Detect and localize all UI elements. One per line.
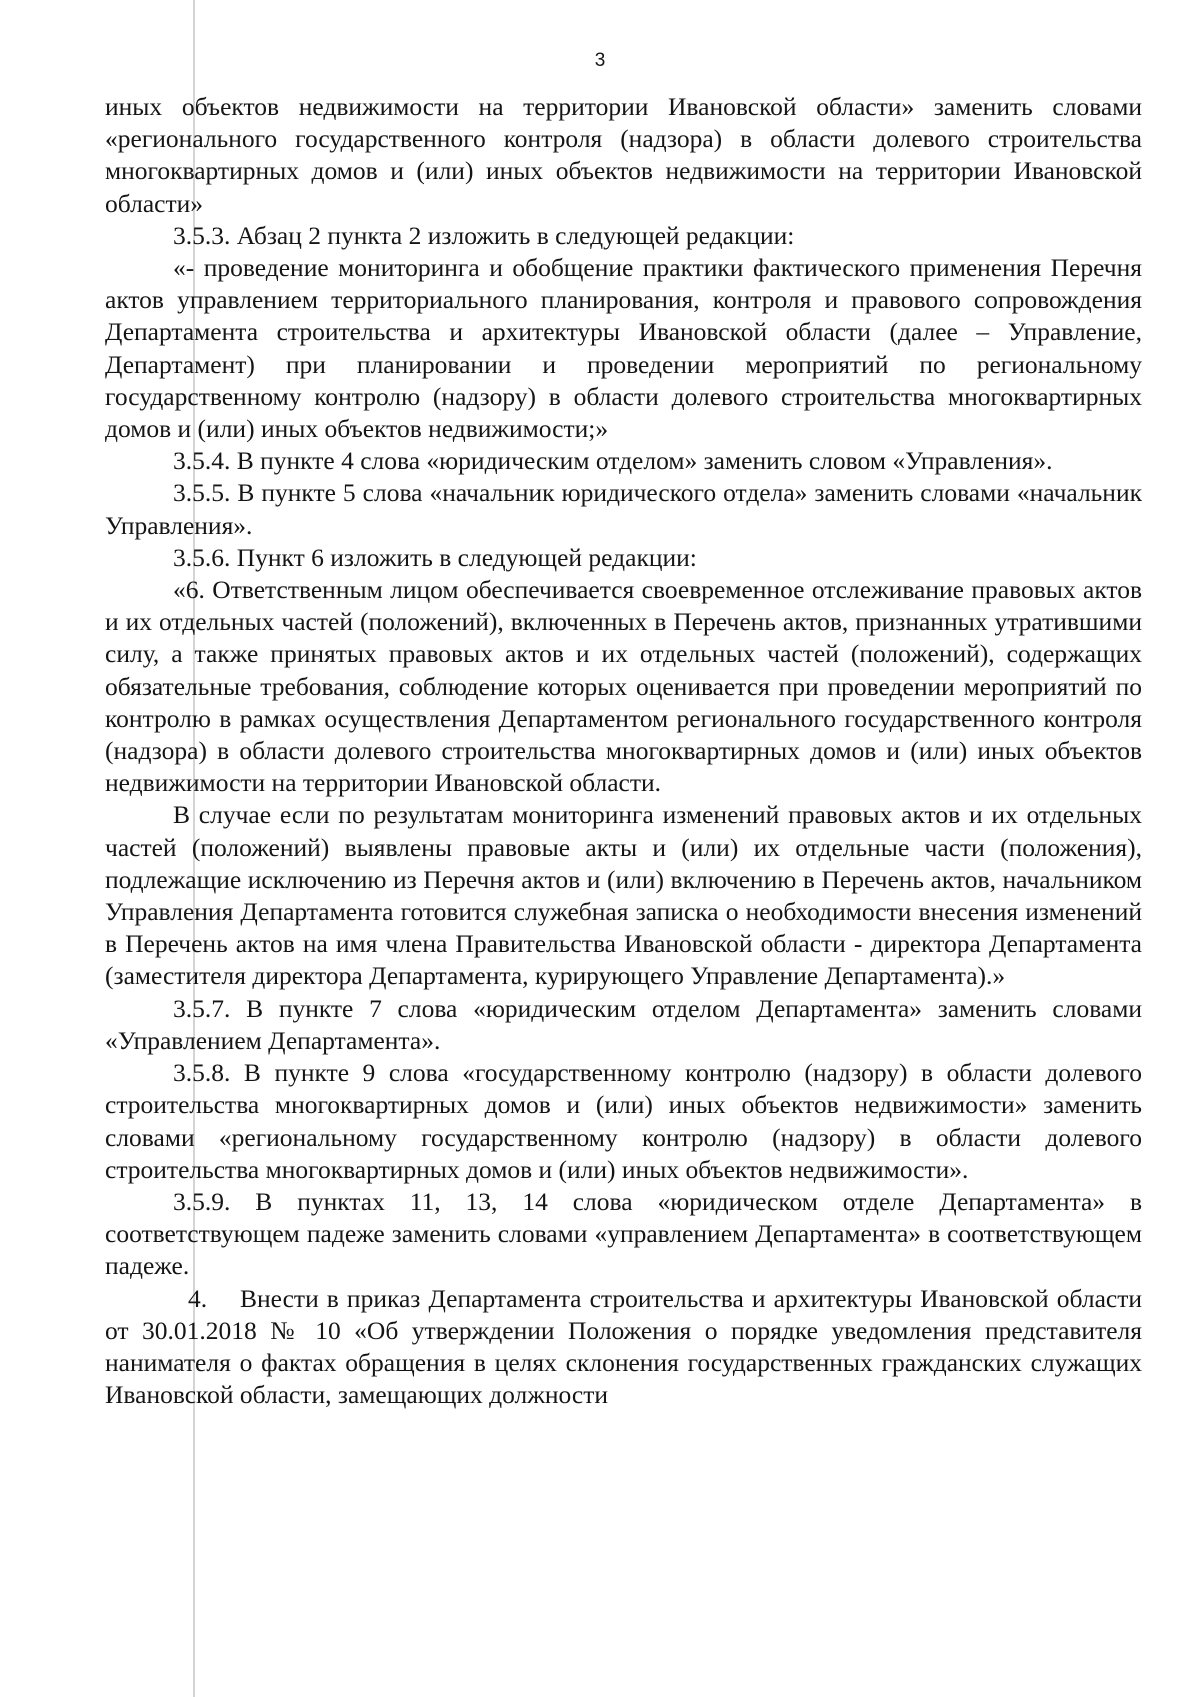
paragraph: В случае если по результатам мониторинга изменений правовых актов и их отдельных частей (положений) выявлены правовые акты и (или) их отдельные части (положения), подлежащие исключению из Перечня актов и (или) включению в Перечень актов, начальником Управления Департамента готовится служебная записка о необходимости внесения изменений в Перечень актов на имя члена Правительства Ивановской области - директора Департамента (заместителя директора Департамента, курирующего Управление Департамента).»	[105, 800, 1142, 991]
paragraph: иных объектов недвижимости на территории Ивановской области» заменить словами «регионального государственного контроля (надзора) в области долевого строительства многоквартирных домов и (или) иных объектов недвижимости на территории Ивановской области»	[105, 92, 1142, 218]
paragraph: «6. Ответственным лицом обеспечивается своевременное отслеживание правовых актов и их отдельных частей (положений), включенных в Перечень актов, признанных утратившими силу, а также принятых правовых актов и их отдельных частей (положений), содержащих обязательные требования, соблюдение которых оценивается при проведении мероприятий по контролю в рамках осуществления Департаментом регионального государственного контроля (надзора) в области долевого строительства многоквартирных домов и (или) иных объектов недвижимости на территории Ивановской области.	[105, 575, 1142, 798]
item-4-text: Внести в приказ Департамента строительства и архитектуры Ивановской области от 30.01.2018 № 10 «Об утверждении Положения о порядке уведомления представителя нанимателя о фактах обращения в целях склонения государственных гражданских служащих Ивановской области, замещающих должности	[105, 1283, 1142, 1410]
paragraph: 3.5.5. В пункте 5 слова «начальник юридического отдела» заменить словами «начальник Управления».	[105, 478, 1142, 540]
paragraph: 3.5.8. В пункте 9 слова «государственному контролю (надзору) в области долевого строительства многоквартирных домов и (или) иных объектов недвижимости» заменить словами «региональному государственному контролю (надзору) в области долевого строительства многоквартирных домов и (или) иных объектов недвижимости».	[105, 1058, 1142, 1184]
paragraph: 3.5.6. Пункт 6 изложить в следующей редакции:	[173, 542, 697, 572]
item-4-number: 4.	[188, 1283, 208, 1313]
page-number: 3	[594, 50, 606, 71]
paragraph: «- проведение мониторинга и обобщение практики фактического применения Перечня актов управлением территориального планирования, контроля и правового сопровождения Департамента строительства и архитектуры Ивановской области (далее – Управление, Департамент) при планировании и проведении мероприятий по региональному государственному контролю (надзору) в области долевого строительства многоквартирных домов и (или) иных объектов недвижимости;»	[105, 253, 1142, 444]
paragraph: 3.5.4. В пункте 4 слова «юридическим отделом» заменить словом «Управления».	[173, 446, 1053, 476]
paragraph: 3.5.9. В пунктах 11, 13, 14 слова «юридическом отделе Департамента» в соответствующем падеже заменить словами «управлением Департамента» в соответствующем падеже.	[105, 1186, 1142, 1281]
item-4-paragraph	[105, 1283, 1142, 1412]
paragraph: 3.5.3. Абзац 2 пункта 2 изложить в следующей редакции:	[173, 220, 795, 250]
document-body	[105, 91, 1142, 1411]
paragraph: 3.5.7. В пункте 7 слова «юридическим отделом Департамента» заменить словами «Управлением Департамента».	[105, 993, 1142, 1055]
